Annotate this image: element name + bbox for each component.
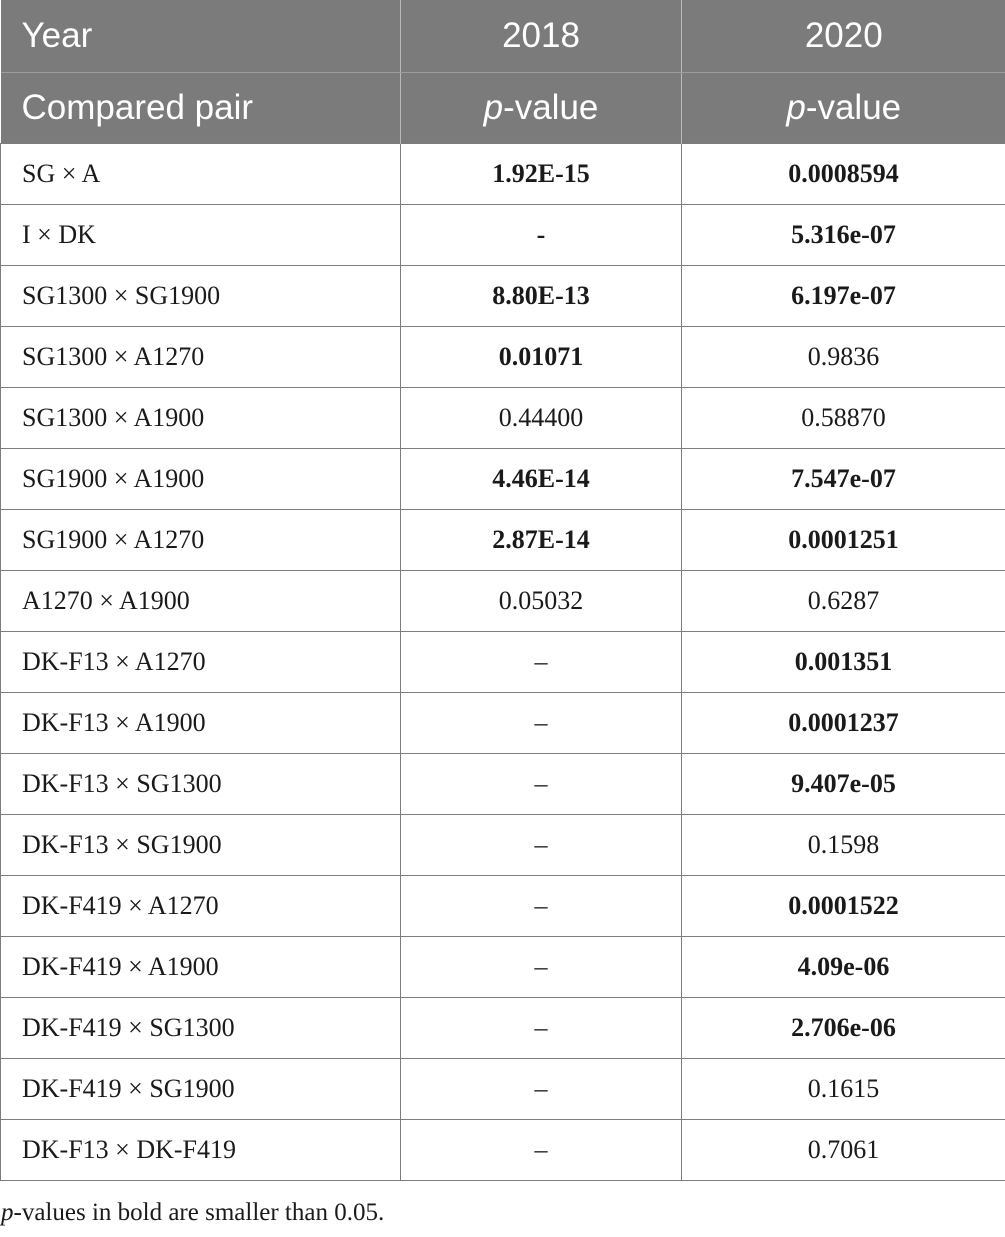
cell-compared-pair: DK-F13 × SG1900 [1,815,401,876]
cell-pvalue-2018: – [401,1120,682,1181]
cell-compared-pair: SG1300 × A1270 [1,327,401,388]
cell-pvalue-2018: 0.01071 [401,327,682,388]
table-row [1,632,1005,693]
table-row [1,1120,1005,1181]
cell-compared-pair: DK-F419 × A1900 [1,937,401,998]
cell-compared-pair: SG1900 × A1900 [1,449,401,510]
table-row [1,449,1005,510]
header-year-label: Year [1,0,401,73]
cell-pvalue-2018: – [401,693,682,754]
table-row [1,510,1005,571]
cell-pvalue-2018: – [401,937,682,998]
cell-compared-pair: DK-F419 × SG1300 [1,998,401,1059]
cell-compared-pair: DK-F13 × DK-F419 [1,1120,401,1181]
cell-pvalue-2018: 1.92E-15 [401,144,682,205]
cell-pvalue-2020: 0.7061 [682,1120,1005,1181]
cell-pvalue-2020: 0.9836 [682,327,1005,388]
cell-pvalue-2020: 6.197e-07 [682,266,1005,327]
cell-compared-pair: SG1300 × SG1900 [1,266,401,327]
header-compared-pair: Compared pair [1,73,401,144]
cell-pvalue-2018: - [401,205,682,266]
cell-pvalue-2020: 7.547e-07 [682,449,1005,510]
table-row [1,754,1005,815]
cell-pvalue-2018: 0.05032 [401,571,682,632]
cell-compared-pair: A1270 × A1900 [1,571,401,632]
header-row-pair [1,73,1005,144]
pvalue-suffix: -value [503,88,599,127]
header-row-year [1,0,1005,73]
footnote-text: -values in bold are smaller than 0.05. [13,1199,385,1226]
cell-pvalue-2018: – [401,998,682,1059]
cell-pvalue-2020: 5.316e-07 [682,205,1005,266]
pvalue-p-italic: p [483,88,504,127]
header-pvalue-2018 [401,73,682,144]
cell-compared-pair: DK-F13 × A1900 [1,693,401,754]
table-row [1,1059,1005,1120]
cell-pvalue-2018: – [401,815,682,876]
cell-pvalue-2018: – [401,1059,682,1120]
cell-pvalue-2018: 4.46E-14 [401,449,682,510]
cell-pvalue-2020: 0.58870 [682,388,1005,449]
footnote-p-italic: p [1,1199,14,1226]
cell-pvalue-2020: 0.0008594 [682,144,1005,205]
cell-pvalue-2020: 0.1598 [682,815,1005,876]
cell-pvalue-2020: 4.09e-06 [682,937,1005,998]
header-year-2018: 2018 [401,0,682,73]
cell-compared-pair: DK-F419 × SG1900 [1,1059,401,1120]
table-row [1,205,1005,266]
cell-pvalue-2020: 0.0001237 [682,693,1005,754]
cell-compared-pair: SG1300 × A1900 [1,388,401,449]
table-header [1,0,1005,144]
table-body [1,144,1005,1181]
pvalue-p-italic: p [786,88,806,127]
cell-pvalue-2020: 0.0001522 [682,876,1005,937]
cell-compared-pair: SG1900 × A1270 [1,510,401,571]
table-row [1,937,1005,998]
header-pvalue-2020 [682,73,1005,144]
table-row [1,388,1005,449]
table-row [1,693,1005,754]
cell-compared-pair: DK-F13 × A1270 [1,632,401,693]
cell-pvalue-2020: 0.1615 [682,1059,1005,1120]
cell-pvalue-2020: 0.001351 [682,632,1005,693]
cell-pvalue-2020: 9.407e-05 [682,754,1005,815]
cell-compared-pair: DK-F419 × A1270 [1,876,401,937]
table-row [1,144,1005,205]
cell-pvalue-2018: 8.80E-13 [401,266,682,327]
cell-pvalue-2020: 2.706e-06 [682,998,1005,1059]
table-row [1,571,1005,632]
table-row [1,876,1005,937]
table-row [1,327,1005,388]
cell-compared-pair: SG × A [1,144,401,205]
table-footnote [1,1199,384,1227]
cell-pvalue-2018: – [401,632,682,693]
cell-pvalue-2018: 0.44400 [401,388,682,449]
cell-compared-pair: I × DK [1,205,401,266]
pvalue-suffix: -value [805,88,902,127]
cell-pvalue-2020: 0.6287 [682,571,1005,632]
cell-pvalue-2018: – [401,876,682,937]
header-year-2020: 2020 [682,0,1005,73]
cell-compared-pair: DK-F13 × SG1300 [1,754,401,815]
cell-pvalue-2018: – [401,754,682,815]
table-row [1,815,1005,876]
table-row [1,266,1005,327]
cell-pvalue-2018: 2.87E-14 [401,510,682,571]
cell-pvalue-2020: 0.0001251 [682,510,1005,571]
table-row [1,998,1005,1059]
